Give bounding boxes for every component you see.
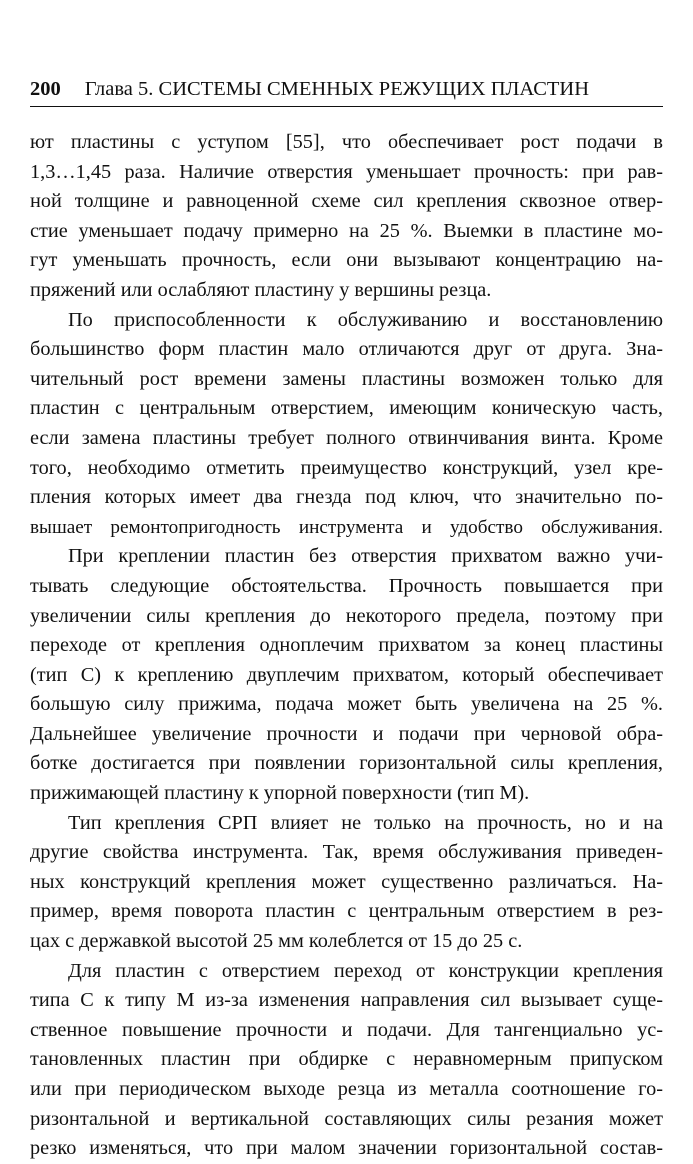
text-line: гут уменьшать прочность, если они вызывают концентрацию на-	[30, 249, 663, 272]
text-line: большинство форм пластин мало отличаются друг от друга. Зна-	[30, 338, 663, 361]
text-line: чительный рост времени замены пластины возможен только для	[30, 367, 663, 390]
text-line: стие уменьшает подачу примерно на 25 %. Выемки в пластине мо-	[30, 219, 663, 242]
paragraph-3	[30, 542, 663, 808]
text-line: вышает ремонтопригодность инструмента и удобство обслуживания.	[30, 516, 663, 538]
text-line: Дальнейшее увеличение прочности и подачи при черновой обра-	[30, 722, 663, 745]
text-line: увеличении силы крепления до некоторого предела, поэтому при	[30, 604, 663, 627]
text-line: типа С к типу М из-за изменения направления сил вызывает суще-	[30, 989, 663, 1012]
running-head	[30, 72, 663, 107]
chapter-title: Глава 5. СИСТЕМЫ СМЕННЫХ РЕЖУЩИХ ПЛАСТИН	[84, 78, 590, 100]
text-line: ботке достигается при появлении горизонтальной силы крепления,	[30, 752, 663, 775]
text-line: резко изменяться, что при малом значении горизонтальной состав-	[30, 1137, 663, 1160]
text-line: тановленных пластин при обдирке с неравномерным припуском	[30, 1048, 663, 1071]
text-line: ственное повышение прочности и подачи. Для тангенциально ус-	[30, 1018, 663, 1041]
text-line: ной толщине и равноценной схеме сил крепления сквозное отвер-	[30, 190, 663, 213]
text-line: цах с державкой высотой 25 мм колеблется от 15 до 25 с.	[30, 930, 523, 953]
text-line: пластин с центральным отверстием, имеющим коническую часть,	[30, 397, 663, 420]
paragraph-1	[30, 128, 663, 306]
text-line: Для пластин с отверстием переход от конструкции крепления	[68, 959, 663, 982]
text-line: если замена пластины требует полного отвинчивания винта. Кроме	[30, 426, 663, 449]
text-line: пления которых имеет два гнезда под ключ, что значительно по-	[30, 486, 663, 509]
text-line: пряжений или ослабляют пластину у вершины резца.	[30, 278, 492, 301]
text-line: По приспособленности к обслуживанию и восстановлению	[68, 308, 663, 331]
paragraph-5	[30, 957, 663, 1164]
paragraph-2	[30, 306, 663, 543]
paragraph-4	[30, 809, 663, 957]
text-line: Тип крепления СРП влияет не только на прочность, но и на	[68, 811, 663, 834]
text-line: пример, время поворота пластин с центральным отверстием в рез-	[30, 900, 663, 923]
text-line: ных конструкций крепления может существенно различаться. На-	[30, 870, 663, 893]
text-line: (тип С) к креплению двуплечим прихватом, который обеспечивает	[30, 663, 663, 686]
text-line: переходе от крепления одноплечим прихватом за конец пластины	[30, 634, 663, 657]
text-line: тывать следующие обстоятельства. Прочность повышается при	[30, 574, 663, 597]
body-text	[30, 128, 663, 1164]
text-line: другие свойства инструмента. Так, время обслуживания приведен-	[30, 841, 663, 864]
text-line: прижимающей пластину к упорной поверхности (тип М).	[30, 782, 530, 805]
text-line: При креплении пластин без отверстия прихватом важно учи-	[68, 545, 663, 568]
text-line: ют пластины с уступом [55], что обеспечивает рост подачи в	[30, 131, 663, 153]
text-line: или при периодическом выходе резца из металла соотношение го-	[30, 1078, 663, 1100]
page-number: 200	[30, 78, 61, 100]
text-line: большую силу прижима, подача может быть увеличена на 25 %.	[30, 693, 663, 716]
text-line: 1,3…1,45 раза. Наличие отверстия уменьшает прочность: при рав-	[30, 160, 663, 183]
text-line: того, необходимо отметить преимущество конструкций, узел кре-	[30, 456, 663, 479]
text-line: ризонтальной и вертикальной составляющих силы резания может	[30, 1107, 663, 1130]
